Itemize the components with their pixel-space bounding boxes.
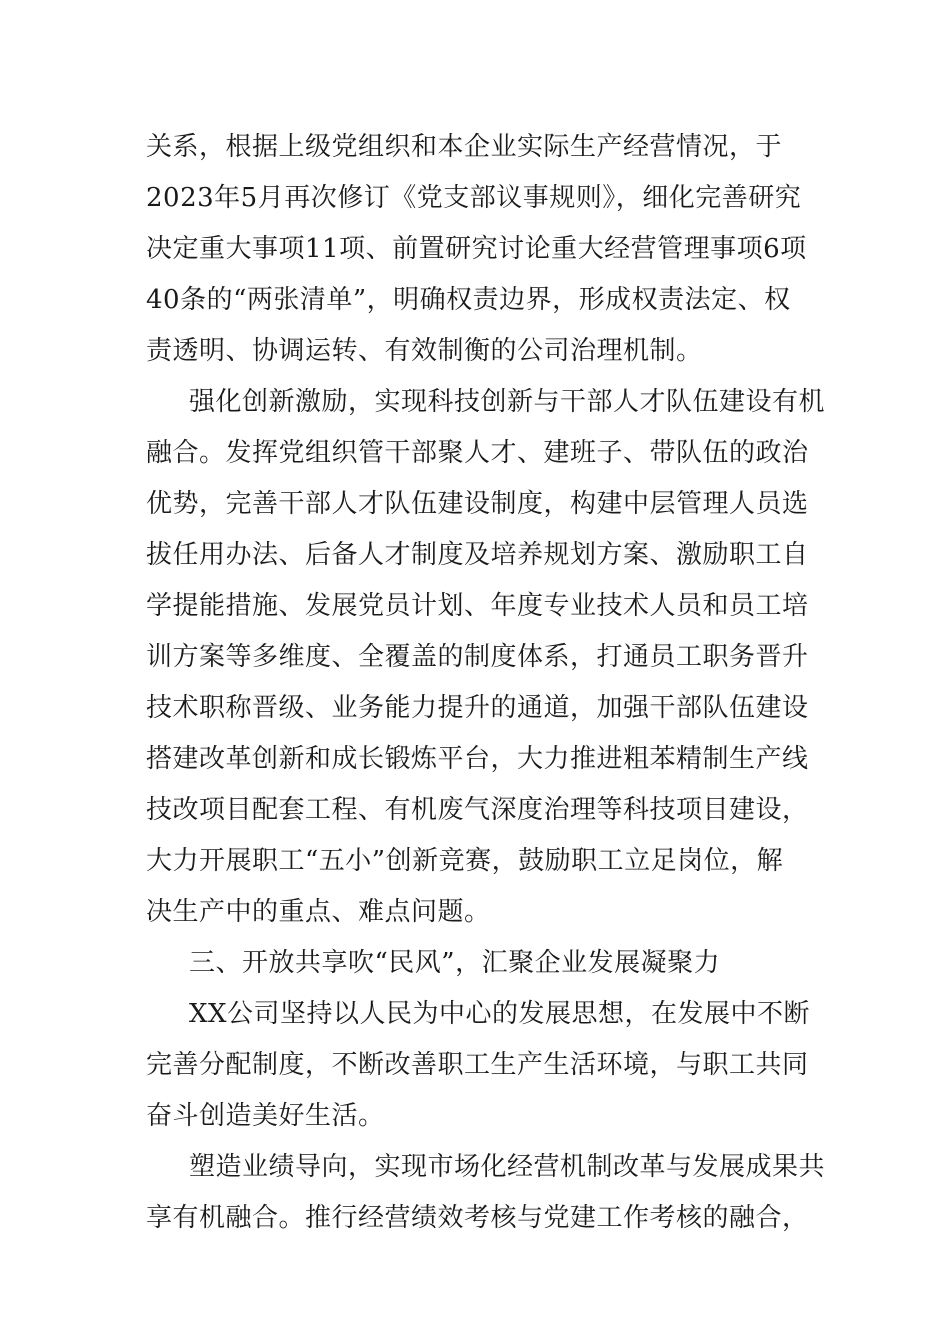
body-line: 拔任用办法、后备人才制度及培养规划方案、激励职工自 [146,540,809,570]
body-line: 技改项目配套工程、有机废气深度治理等科技项目建设， [146,795,809,825]
body-line: 学提能措施、发展党员计划、年度专业技术人员和员工培 [146,591,809,621]
body-line: 责透明、协调运转、有效制衡的公司治理机制。 [146,336,703,366]
document-body [146,122,826,1244]
body-line: 40条的“两张清单”，明确权责边界，形成权责法定、权 [146,285,791,315]
paragraph-first-line: XX公司坚持以人民为中心的发展思想，在发展中不断 [189,999,811,1029]
body-line: 决定重大事项11项、前置研究讨论重大经营管理事项6项 [146,234,807,264]
body-line: 搭建改革创新和成长锻炼平台，大力推进粗苯精制生产线 [146,744,809,774]
body-line: 优势，完善干部人才队伍建设制度，构建中层管理人员选 [146,489,809,519]
body-line: 完善分配制度，不断改善职工生产生活环境，与职工共同 [146,1050,809,1080]
paragraph-first-line: 强化创新激励，实现科技创新与干部人才队伍建设有机 [189,387,826,417]
body-line: 2023年5月再次修订《党支部议事规则》，细化完善研究 [146,183,802,213]
body-line: 决生产中的重点、难点问题。 [146,897,491,927]
body-line: 奋斗创造美好生活。 [146,1101,385,1131]
section-heading: 三、开放共享吹“民风”，汇聚企业发展凝聚力 [189,948,721,978]
body-line: 技术职称晋级、业务能力提升的通道，加强干部队伍建设 [146,693,809,723]
paragraph-first-line: 塑造业绩导向，实现市场化经营机制改革与发展成果共 [189,1152,826,1182]
body-line: 训方案等多维度、全覆盖的制度体系，打通员工职务晋升 [146,642,809,672]
body-line: 融合。发挥党组织管干部聚人才、建班子、带队伍的政治 [146,438,809,468]
body-line: 关系，根据上级党组织和本企业实际生产经营情况，于 [146,132,783,162]
body-line: 大力开展职工“五小”创新竞赛，鼓励职工立足岗位，解 [146,846,784,876]
body-line: 享有机融合。推行经营绩效考核与党建工作考核的融合， [146,1203,809,1233]
